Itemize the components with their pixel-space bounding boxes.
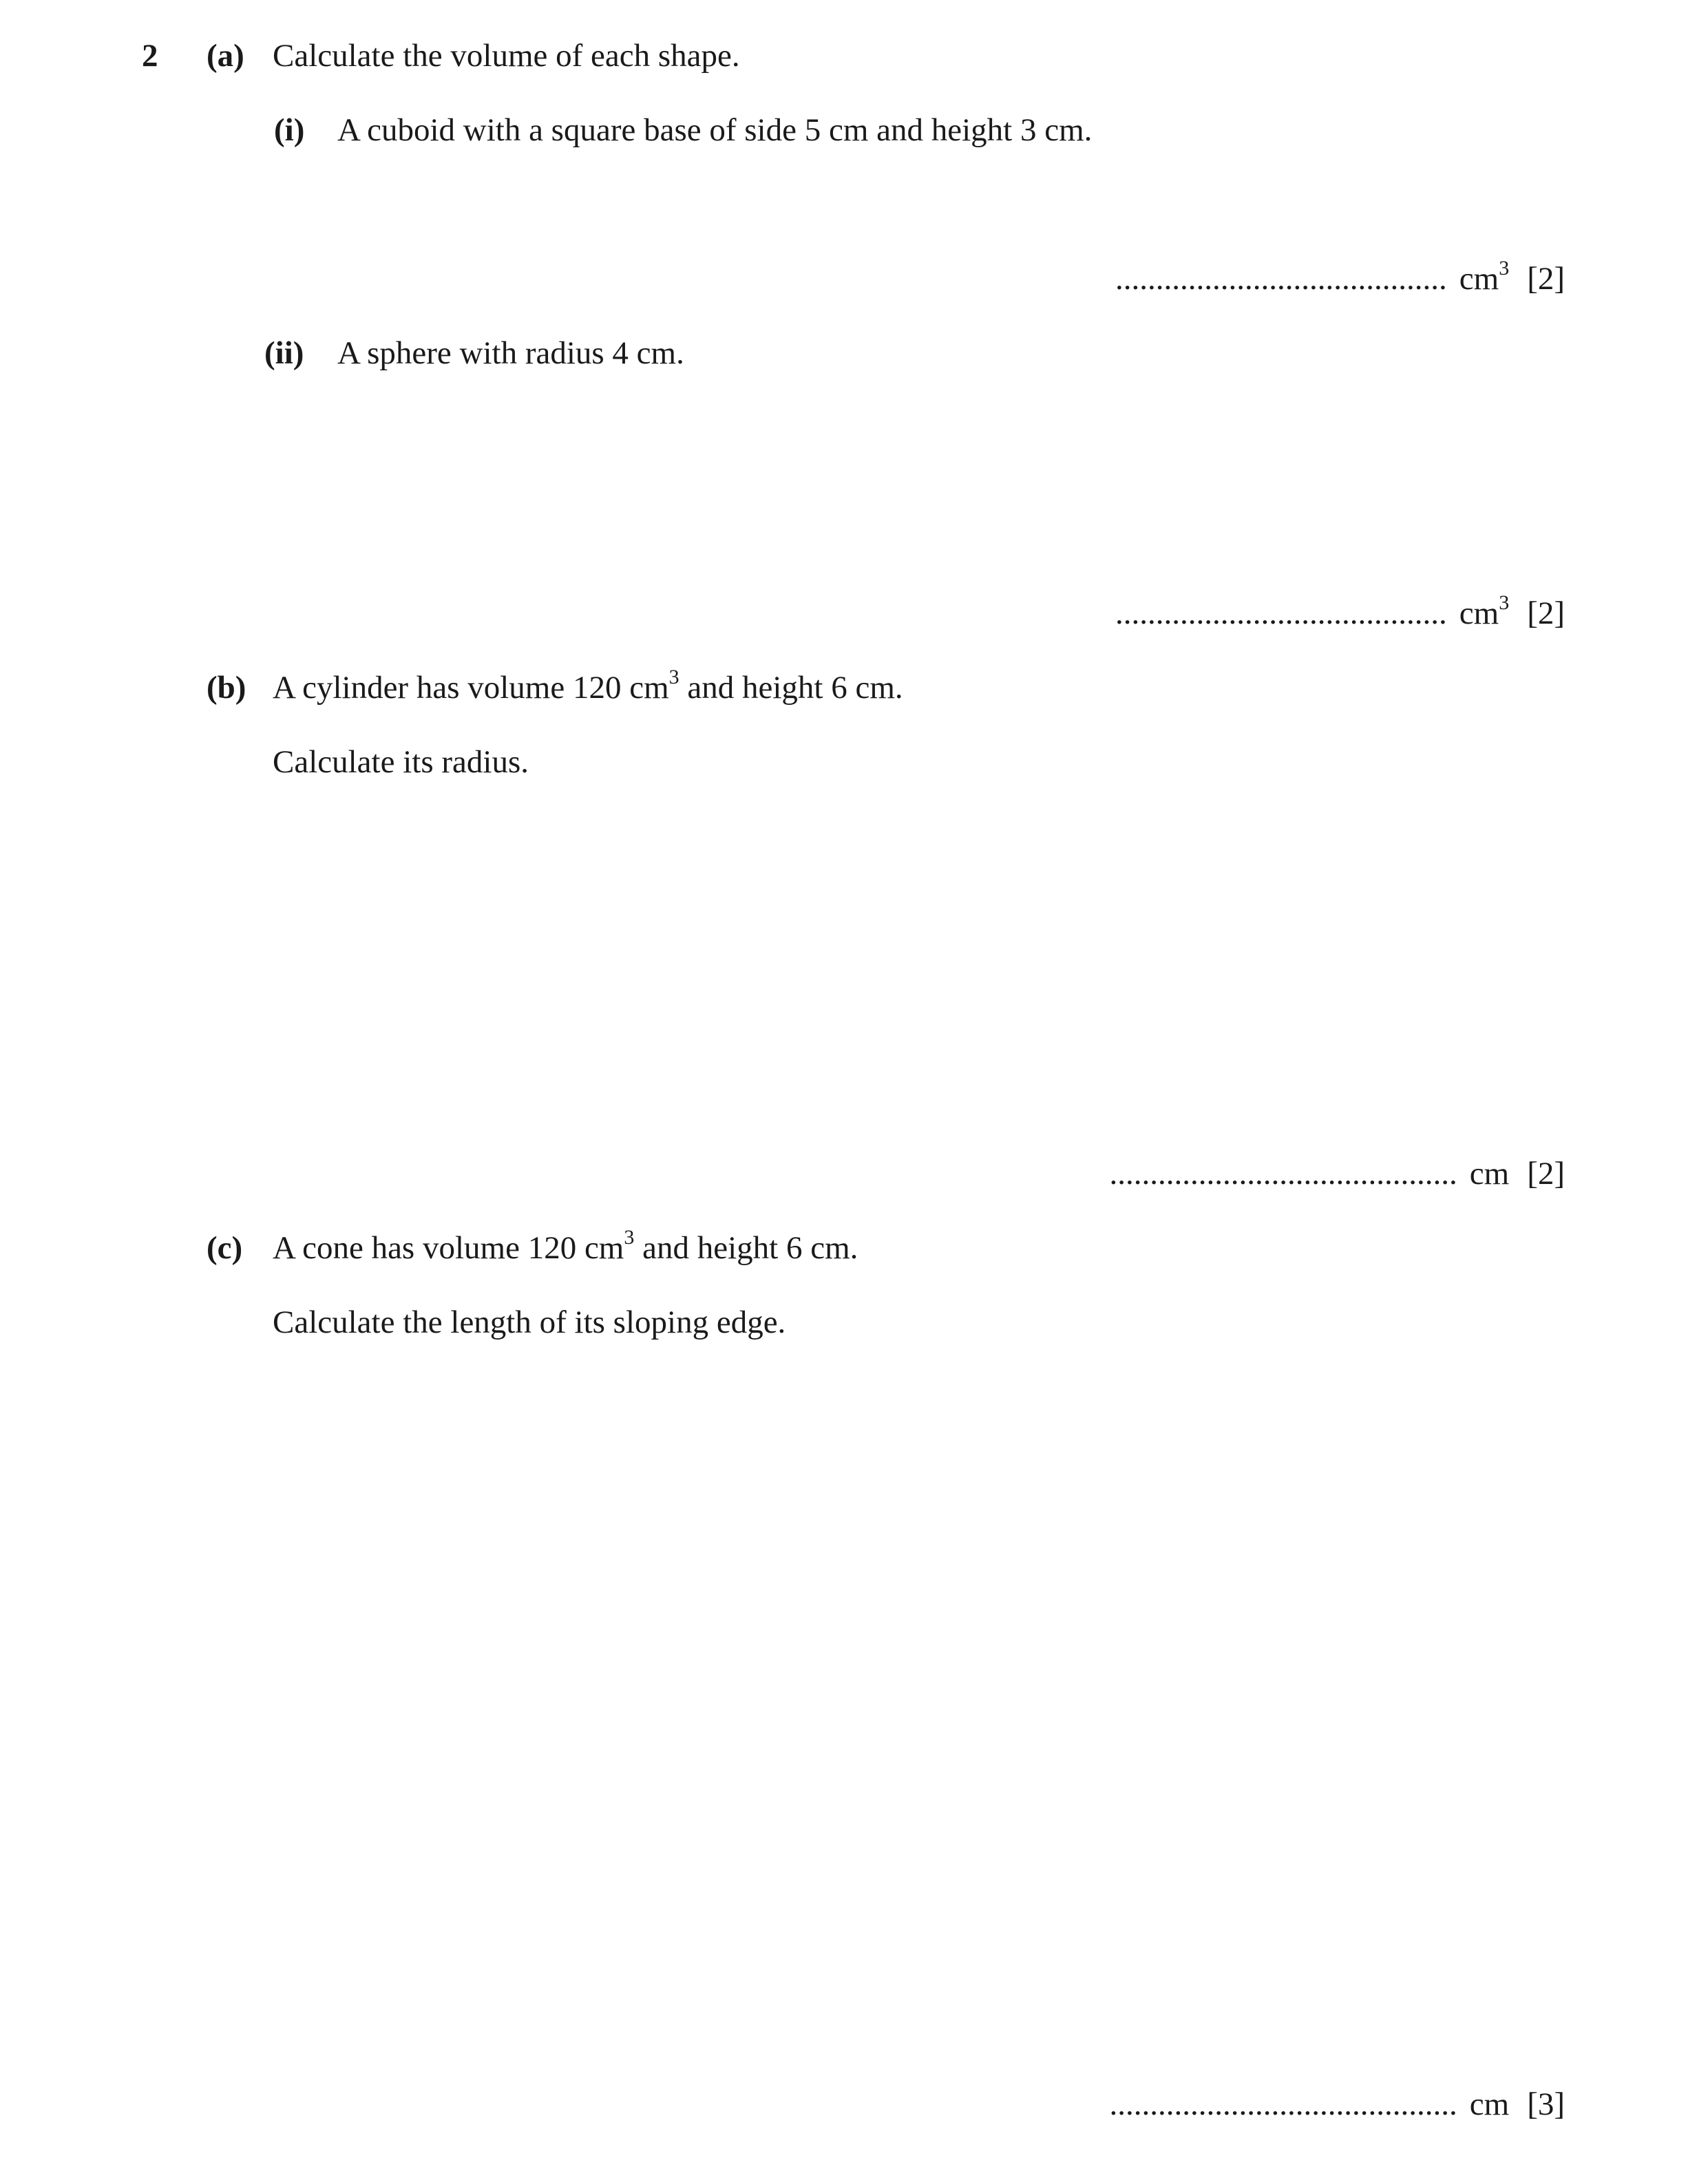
answer-unit: cm (1459, 261, 1499, 297)
answer-unit: cm (1469, 2086, 1510, 2122)
unit-power: 3 (1499, 257, 1510, 280)
marks: [2] (1527, 261, 1565, 297)
answer-unit: cm (1469, 1156, 1510, 1192)
answer-dots: ........................................... (1109, 1156, 1457, 1192)
part-a-ii-text: A sphere with radius 4 cm. (337, 335, 684, 371)
marks: [2] (1527, 595, 1565, 631)
answer-line-a-ii[interactable] (1115, 591, 1565, 631)
part-a-label: (a) (207, 38, 244, 74)
marks: [3] (1527, 2086, 1565, 2122)
unit-power: 3 (1499, 591, 1510, 615)
power: 3 (624, 1226, 635, 1249)
marks: [2] (1527, 1156, 1565, 1192)
answer-unit: cm (1459, 595, 1499, 631)
answer-line-a-i[interactable] (1115, 257, 1565, 297)
part-c-instruction: Calculate the length of its sloping edge. (273, 1304, 786, 1340)
part-a-i-label: (i) (274, 112, 305, 148)
answer-line-b[interactable] (1110, 1158, 1565, 1190)
part-b-text: A cylinder has volume 120 $cm^3$ and height 6 cm. (273, 666, 903, 706)
part-a-i-text: A cuboid with a square base of side 5 cm and height 3 cm. (337, 112, 1093, 148)
part-b-instruction: Calculate its radius. (273, 744, 529, 780)
answer-dots: ......................................... (1115, 595, 1447, 631)
part-c-text: A cone has volume 120 $cm^3$ and height 6 cm. (273, 1226, 858, 1266)
answer-dots: ........................................... (1109, 2086, 1457, 2122)
part-c-label: (c) (207, 1230, 243, 1266)
answer-line-c[interactable] (1110, 2088, 1565, 2121)
part-a-text: Calculate the volume of each shape. (273, 38, 740, 74)
part-b-label: (b) (207, 670, 246, 706)
part-a-ii-label: (ii) (264, 335, 304, 371)
question-number: 2 (142, 38, 158, 74)
answer-dots: ......................................... (1115, 261, 1447, 297)
power: 3 (668, 666, 679, 689)
